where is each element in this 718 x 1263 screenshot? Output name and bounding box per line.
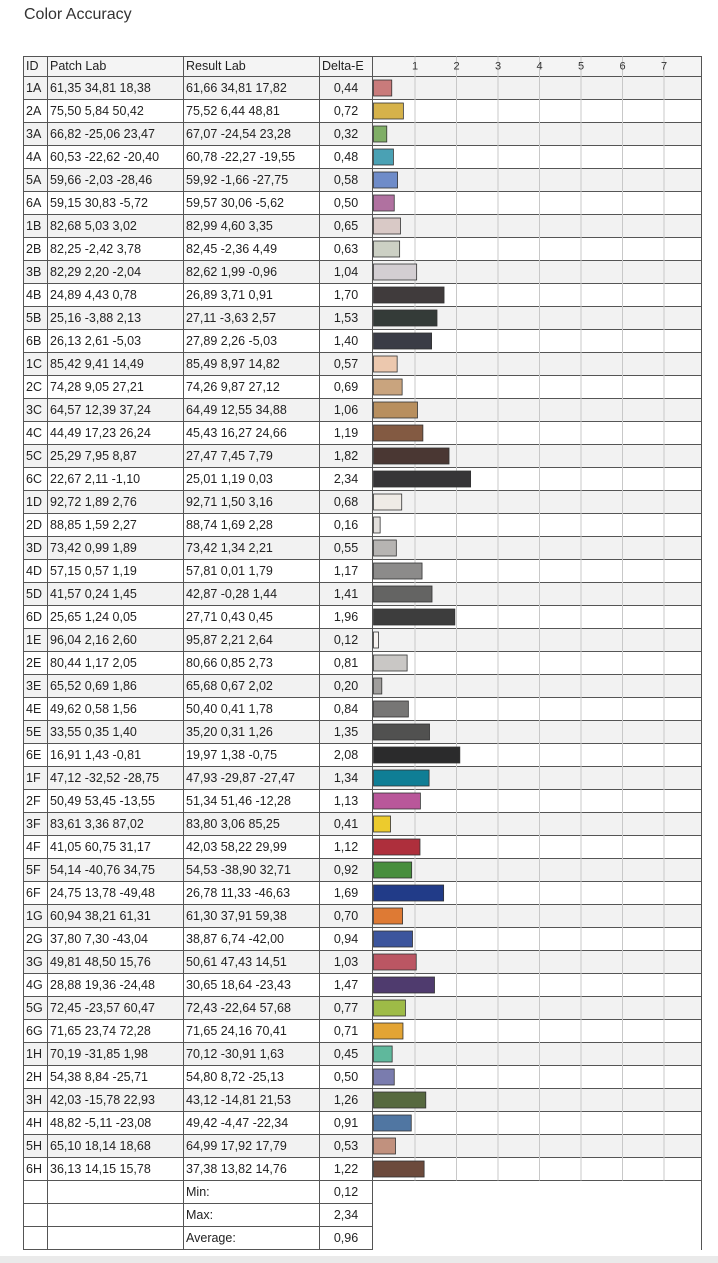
x-tick-label: 3 [495, 60, 502, 73]
x-tick-label: 5 [578, 60, 585, 73]
row-result-lab: 50,61 47,43 14,51 [184, 951, 320, 974]
row-delta-e: 0,45 [320, 1043, 373, 1066]
row-result-lab: 82,99 4,60 3,35 [184, 215, 320, 238]
bar-3D [374, 540, 397, 556]
row-delta-e: 0,77 [320, 997, 373, 1020]
row-result-lab: 75,52 6,44 48,81 [184, 100, 320, 123]
row-result-lab: 72,43 -22,64 57,68 [184, 997, 320, 1020]
bar-5E [374, 724, 430, 740]
row-patch-lab: 26,13 2,61 -5,03 [48, 330, 184, 353]
row-patch-lab: 82,68 5,03 3,02 [48, 215, 184, 238]
row-id: 2A [24, 100, 48, 123]
bar-2H [374, 1069, 395, 1085]
row-result-lab: 82,62 1,99 -0,96 [184, 261, 320, 284]
row-delta-e: 0,50 [320, 192, 373, 215]
row-result-lab: 82,45 -2,36 4,49 [184, 238, 320, 261]
row-patch-lab: 42,03 -15,78 22,93 [48, 1089, 184, 1112]
row-result-lab: 54,80 8,72 -25,13 [184, 1066, 320, 1089]
row-result-lab: 35,20 0,31 1,26 [184, 721, 320, 744]
row-result-lab: 51,34 51,46 -12,28 [184, 790, 320, 813]
row-result-lab: 85,49 8,97 14,82 [184, 353, 320, 376]
row-result-lab: 30,65 18,64 -23,43 [184, 974, 320, 997]
row-patch-lab: 82,29 2,20 -2,04 [48, 261, 184, 284]
row-id: 4F [24, 836, 48, 859]
row-id: 4D [24, 560, 48, 583]
bar-5H [374, 1138, 396, 1154]
row-result-lab: 27,71 0,43 0,45 [184, 606, 320, 629]
bar-6G [374, 1023, 403, 1039]
row-result-lab: 50,40 0,41 1,78 [184, 698, 320, 721]
bar-5A [374, 172, 398, 188]
bar-3H [374, 1092, 426, 1108]
row-id: 1B [24, 215, 48, 238]
row-id: 5C [24, 445, 48, 468]
row-result-lab: 73,42 1,34 2,21 [184, 537, 320, 560]
row-delta-e: 0,50 [320, 1066, 373, 1089]
bar-5G [374, 1000, 406, 1016]
bar-2E [374, 655, 408, 671]
row-delta-e: 1,34 [320, 767, 373, 790]
row-patch-lab: 80,44 1,17 2,05 [48, 652, 184, 675]
bar-6D [374, 609, 455, 625]
x-tick-label: 4 [536, 60, 543, 73]
row-patch-lab: 49,81 48,50 15,76 [48, 951, 184, 974]
bar-3B [374, 264, 417, 280]
row-patch-lab: 65,52 0,69 1,86 [48, 675, 184, 698]
row-id: 3E [24, 675, 48, 698]
row-patch-lab: 61,35 34,81 18,38 [48, 77, 184, 100]
row-delta-e: 1,03 [320, 951, 373, 974]
bottom-scroll-strip [0, 1256, 718, 1263]
row-patch-lab: 92,72 1,89 2,76 [48, 491, 184, 514]
row-patch-lab: 36,13 14,15 15,78 [48, 1158, 184, 1181]
row-id: 1C [24, 353, 48, 376]
row-patch-lab: 65,10 18,14 18,68 [48, 1135, 184, 1158]
row-id: 2B [24, 238, 48, 261]
bar-3F [374, 816, 391, 832]
row-delta-e: 0,71 [320, 1020, 373, 1043]
row-delta-e: 1,13 [320, 790, 373, 813]
row-id: 3D [24, 537, 48, 560]
row-result-lab: 45,43 16,27 24,66 [184, 422, 320, 445]
row-patch-lab: 72,45 -23,57 60,47 [48, 997, 184, 1020]
row-delta-e: 0,55 [320, 537, 373, 560]
bar-6F [374, 885, 444, 901]
row-patch-lab: 24,75 13,78 -49,48 [48, 882, 184, 905]
row-result-lab: 83,80 3,06 85,25 [184, 813, 320, 836]
x-tick-label: 2 [453, 60, 460, 73]
row-id: 6F [24, 882, 48, 905]
row-delta-e: 0,58 [320, 169, 373, 192]
row-delta-e: 0,63 [320, 238, 373, 261]
bar-5F [374, 862, 412, 878]
bar-2B [374, 241, 400, 257]
row-result-lab: 54,53 -38,90 32,71 [184, 859, 320, 882]
row-patch-lab: 96,04 2,16 2,60 [48, 629, 184, 652]
row-id: 1A [24, 77, 48, 100]
row-patch-lab: 16,91 1,43 -0,81 [48, 744, 184, 767]
row-id: 6B [24, 330, 48, 353]
bar-5C [374, 448, 450, 464]
row-delta-e: 0,92 [320, 859, 373, 882]
row-id: 3C [24, 399, 48, 422]
row-delta-e: 1,17 [320, 560, 373, 583]
row-delta-e: 1,96 [320, 606, 373, 629]
row-id: 6H [24, 1158, 48, 1181]
bar-1D [374, 494, 402, 510]
row-result-lab: 49,42 -4,47 -22,34 [184, 1112, 320, 1135]
row-result-lab: 27,89 2,26 -5,03 [184, 330, 320, 353]
bar-4D [374, 563, 423, 579]
row-result-lab: 88,74 1,69 2,28 [184, 514, 320, 537]
row-delta-e: 1,12 [320, 836, 373, 859]
bar-3A [374, 126, 387, 142]
row-result-lab: 92,71 1,50 3,16 [184, 491, 320, 514]
row-patch-lab: 44,49 17,23 26,24 [48, 422, 184, 445]
bar-1G [374, 908, 403, 924]
row-patch-lab: 50,49 53,45 -13,55 [48, 790, 184, 813]
row-delta-e: 0,84 [320, 698, 373, 721]
row-id: 2C [24, 376, 48, 399]
row-patch-lab: 25,29 7,95 8,87 [48, 445, 184, 468]
row-delta-e: 0,69 [320, 376, 373, 399]
row-delta-e: 0,44 [320, 77, 373, 100]
bar-2A [374, 103, 404, 119]
row-patch-lab: 70,19 -31,85 1,98 [48, 1043, 184, 1066]
row-delta-e: 0,32 [320, 123, 373, 146]
row-delta-e: 1,22 [320, 1158, 373, 1181]
row-patch-lab: 41,05 60,75 31,17 [48, 836, 184, 859]
x-tick-label: 7 [661, 60, 668, 73]
row-id: 5D [24, 583, 48, 606]
row-patch-lab: 57,15 0,57 1,19 [48, 560, 184, 583]
row-delta-e: 1,06 [320, 399, 373, 422]
row-id: 6G [24, 1020, 48, 1043]
row-delta-e: 0,53 [320, 1135, 373, 1158]
row-result-lab: 42,03 58,22 29,99 [184, 836, 320, 859]
row-patch-lab: 47,12 -32,52 -28,75 [48, 767, 184, 790]
x-tick-label: 1 [412, 60, 419, 73]
row-id: 6C [24, 468, 48, 491]
row-delta-e: 0,57 [320, 353, 373, 376]
row-patch-lab: 73,42 0,99 1,89 [48, 537, 184, 560]
row-patch-lab: 37,80 7,30 -43,04 [48, 928, 184, 951]
row-patch-lab: 25,65 1,24 0,05 [48, 606, 184, 629]
bar-3G [374, 954, 417, 970]
row-delta-e: 0,41 [320, 813, 373, 836]
row-patch-lab: 82,25 -2,42 3,78 [48, 238, 184, 261]
row-delta-e: 1,82 [320, 445, 373, 468]
summary-label: Min: [184, 1181, 320, 1204]
row-id: 1D [24, 491, 48, 514]
row-id: 2E [24, 652, 48, 675]
bar-6A [374, 195, 395, 211]
header-id: ID [24, 57, 48, 77]
row-patch-lab: 74,28 9,05 27,21 [48, 376, 184, 399]
bar-2F [374, 793, 421, 809]
row-result-lab: 59,92 -1,66 -27,75 [184, 169, 320, 192]
row-result-lab: 47,93 -29,87 -27,47 [184, 767, 320, 790]
row-delta-e: 2,34 [320, 468, 373, 491]
bar-4E [374, 701, 409, 717]
row-result-lab: 64,99 17,92 17,79 [184, 1135, 320, 1158]
bar-1B [374, 218, 401, 234]
bar-6C [374, 471, 471, 487]
bar-1C [374, 356, 398, 372]
bar-4G [374, 977, 435, 993]
row-patch-lab: 75,50 5,84 50,42 [48, 100, 184, 123]
bar-1F [374, 770, 430, 786]
bar-2C [374, 379, 403, 395]
row-delta-e: 0,70 [320, 905, 373, 928]
bar-3C [374, 402, 418, 418]
row-result-lab: 80,66 0,85 2,73 [184, 652, 320, 675]
row-delta-e: 1,69 [320, 882, 373, 905]
row-id: 6E [24, 744, 48, 767]
summary-value: 0,96 [320, 1227, 373, 1250]
summary-label: Max: [184, 1204, 320, 1227]
row-result-lab: 25,01 1,19 0,03 [184, 468, 320, 491]
row-patch-lab: 59,66 -2,03 -28,46 [48, 169, 184, 192]
row-id: 1E [24, 629, 48, 652]
header-delta-e: Delta-E [320, 57, 373, 77]
row-id: 1F [24, 767, 48, 790]
row-result-lab: 19,97 1,38 -0,75 [184, 744, 320, 767]
summary-value: 2,34 [320, 1204, 373, 1227]
row-delta-e: 0,16 [320, 514, 373, 537]
row-delta-e: 1,40 [320, 330, 373, 353]
row-result-lab: 42,87 -0,28 1,44 [184, 583, 320, 606]
row-delta-e: 0,91 [320, 1112, 373, 1135]
bar-2G [374, 931, 413, 947]
row-id: 4B [24, 284, 48, 307]
row-id: 5F [24, 859, 48, 882]
row-delta-e: 1,70 [320, 284, 373, 307]
row-id: 4G [24, 974, 48, 997]
row-delta-e: 1,26 [320, 1089, 373, 1112]
header-result-lab: Result Lab [184, 57, 320, 77]
row-result-lab: 61,66 34,81 17,82 [184, 77, 320, 100]
chart-title: Color Accuracy [24, 6, 132, 23]
row-id: 3B [24, 261, 48, 284]
row-delta-e: 0,20 [320, 675, 373, 698]
row-patch-lab: 64,57 12,39 37,24 [48, 399, 184, 422]
row-patch-lab: 25,16 -3,88 2,13 [48, 307, 184, 330]
x-tick-label: 6 [619, 60, 626, 73]
row-result-lab: 95,87 2,21 2,64 [184, 629, 320, 652]
row-patch-lab: 54,38 8,84 -25,71 [48, 1066, 184, 1089]
row-delta-e: 2,08 [320, 744, 373, 767]
row-patch-lab: 88,85 1,59 2,27 [48, 514, 184, 537]
bar-1E [374, 632, 379, 648]
row-result-lab: 71,65 24,16 70,41 [184, 1020, 320, 1043]
row-patch-lab: 60,94 38,21 61,31 [48, 905, 184, 928]
header-patch-lab: Patch Lab [48, 57, 184, 77]
row-id: 5A [24, 169, 48, 192]
row-delta-e: 0,12 [320, 629, 373, 652]
row-id: 5H [24, 1135, 48, 1158]
row-patch-lab: 54,14 -40,76 34,75 [48, 859, 184, 882]
row-id: 2D [24, 514, 48, 537]
row-delta-e: 0,65 [320, 215, 373, 238]
bar-6H [374, 1161, 425, 1177]
row-patch-lab: 22,67 2,11 -1,10 [48, 468, 184, 491]
row-delta-e: 1,41 [320, 583, 373, 606]
row-delta-e: 1,04 [320, 261, 373, 284]
row-result-lab: 43,12 -14,81 21,53 [184, 1089, 320, 1112]
row-id: 3H [24, 1089, 48, 1112]
bar-4F [374, 839, 420, 855]
row-delta-e: 0,81 [320, 652, 373, 675]
row-result-lab: 38,87 6,74 -42,00 [184, 928, 320, 951]
row-patch-lab: 60,53 -22,62 -20,40 [48, 146, 184, 169]
row-delta-e: 0,68 [320, 491, 373, 514]
bar-6B [374, 333, 432, 349]
row-result-lab: 57,81 0,01 1,79 [184, 560, 320, 583]
row-result-lab: 70,12 -30,91 1,63 [184, 1043, 320, 1066]
row-id: 4C [24, 422, 48, 445]
row-patch-lab: 24,89 4,43 0,78 [48, 284, 184, 307]
bar-1H [374, 1046, 393, 1062]
row-result-lab: 60,78 -22,27 -19,55 [184, 146, 320, 169]
row-result-lab: 67,07 -24,54 23,28 [184, 123, 320, 146]
row-id: 4A [24, 146, 48, 169]
row-patch-lab: 33,55 0,35 1,40 [48, 721, 184, 744]
row-patch-lab: 41,57 0,24 1,45 [48, 583, 184, 606]
bar-6E [374, 747, 460, 763]
row-id: 4E [24, 698, 48, 721]
row-delta-e: 0,94 [320, 928, 373, 951]
row-patch-lab: 49,62 0,58 1,56 [48, 698, 184, 721]
summary-label: Average: [184, 1227, 320, 1250]
row-id: 4H [24, 1112, 48, 1135]
bar-2D [374, 517, 381, 533]
bar-4C [374, 425, 423, 441]
row-result-lab: 74,26 9,87 27,12 [184, 376, 320, 399]
row-result-lab: 59,57 30,06 -5,62 [184, 192, 320, 215]
row-id: 2F [24, 790, 48, 813]
row-patch-lab: 48,82 -5,11 -23,08 [48, 1112, 184, 1135]
row-id: 2H [24, 1066, 48, 1089]
bar-4H [374, 1115, 412, 1131]
row-result-lab: 37,38 13,82 14,76 [184, 1158, 320, 1181]
bar-4B [374, 287, 445, 303]
row-result-lab: 27,11 -3,63 2,57 [184, 307, 320, 330]
row-patch-lab: 85,42 9,41 14,49 [48, 353, 184, 376]
row-result-lab: 26,89 3,71 0,91 [184, 284, 320, 307]
row-delta-e: 0,72 [320, 100, 373, 123]
bar-5B [374, 310, 437, 326]
row-result-lab: 61,30 37,91 59,38 [184, 905, 320, 928]
row-patch-lab: 66,82 -25,06 23,47 [48, 123, 184, 146]
bar-1A [374, 80, 392, 96]
row-id: 5G [24, 997, 48, 1020]
row-id: 1H [24, 1043, 48, 1066]
bar-5D [374, 586, 433, 602]
bar-3E [374, 678, 382, 694]
row-patch-lab: 83,61 3,36 87,02 [48, 813, 184, 836]
row-id: 3F [24, 813, 48, 836]
row-patch-lab: 59,15 30,83 -5,72 [48, 192, 184, 215]
row-patch-lab: 28,88 19,36 -24,48 [48, 974, 184, 997]
row-result-lab: 26,78 11,33 -46,63 [184, 882, 320, 905]
row-delta-e: 1,35 [320, 721, 373, 744]
row-delta-e: 0,48 [320, 146, 373, 169]
row-id: 2G [24, 928, 48, 951]
row-delta-e: 1,53 [320, 307, 373, 330]
row-id: 6A [24, 192, 48, 215]
row-result-lab: 65,68 0,67 2,02 [184, 675, 320, 698]
row-result-lab: 27,47 7,45 7,79 [184, 445, 320, 468]
row-id: 1G [24, 905, 48, 928]
row-id: 3A [24, 123, 48, 146]
bar-4A [374, 149, 394, 165]
row-id: 6D [24, 606, 48, 629]
row-id: 5B [24, 307, 48, 330]
row-id: 5E [24, 721, 48, 744]
row-result-lab: 64,49 12,55 34,88 [184, 399, 320, 422]
row-delta-e: 1,47 [320, 974, 373, 997]
summary-value: 0,12 [320, 1181, 373, 1204]
row-delta-e: 1,19 [320, 422, 373, 445]
row-id: 3G [24, 951, 48, 974]
row-patch-lab: 71,65 23,74 72,28 [48, 1020, 184, 1043]
